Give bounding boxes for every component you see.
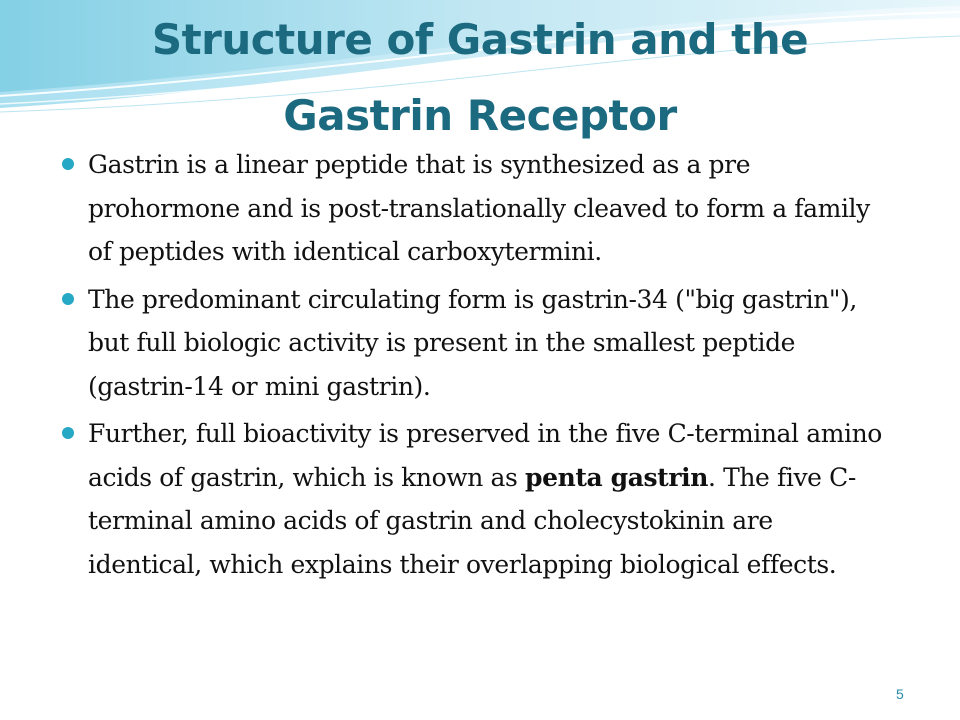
bullet-dot-icon bbox=[62, 427, 74, 439]
slide-title-line2: Gastrin Receptor bbox=[283, 91, 677, 140]
page-number: 5 bbox=[896, 686, 904, 702]
bullet-dot-icon bbox=[62, 158, 74, 170]
slide-title-line1: Structure of Gastrin and the bbox=[151, 15, 809, 64]
bullet-dot-icon bbox=[62, 293, 74, 305]
bullet-item bbox=[62, 412, 892, 586]
bullet-bold-term: penta gastrin bbox=[525, 462, 708, 492]
bullet-text-before: Further, full bioactivity is preserved in the five C-terminal amino acids of gastrin, which is known as bbox=[88, 419, 882, 492]
bullet-item bbox=[62, 143, 892, 274]
bullet-text-after: . The five C-terminal amino acids of gastrin and cholecystokinin are identical, which explains their overlapping biological effects. bbox=[88, 462, 856, 579]
bullet-list bbox=[62, 143, 892, 590]
slide-title bbox=[60, 2, 900, 154]
bullet-text: Gastrin is a linear peptide that is synthesized as a pre prohormone and is post-translationally cleaved to form a family of peptides with identical carboxytermini. bbox=[88, 150, 870, 266]
bullet-text: The predominant circulating form is gastrin-34 ("big gastrin"), but full biologic activity is present in the smallest peptide (gastrin-14 or mini gastrin). bbox=[88, 284, 857, 401]
bullet-item bbox=[62, 278, 892, 409]
